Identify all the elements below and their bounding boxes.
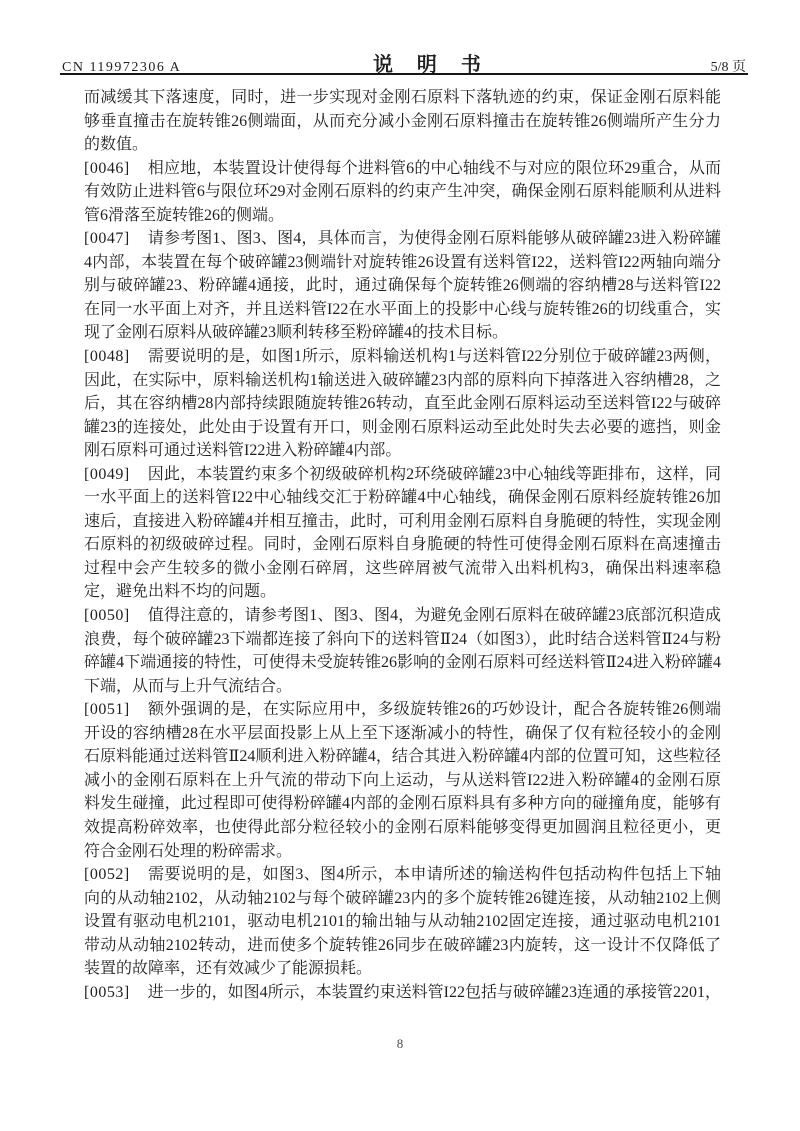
paragraph-0050 <box>84 604 721 698</box>
page-footer <box>0 1036 800 1052</box>
paragraph-0046 <box>84 157 721 228</box>
paragraph-text: 值得注意的，请参考图1、图3、图4，为避免金刚石原料在破碎罐23底部沉积造成浪费，每个破碎罐23下端都连接了斜向下的送料管Ⅱ24（如图3），此时结合送料管Ⅱ24与粉碎罐4下端通接的特性，可使得未受旋转锥26影响的金刚石原料可经送料管Ⅱ24进入粉碎罐4下端，从而与上升气流结合。 <box>84 607 721 695</box>
paragraph-number: [0053] <box>84 983 130 1001</box>
paragraph-number: [0047] <box>84 230 130 248</box>
paragraph-0049 <box>84 463 721 604</box>
paragraph-number: [0050] <box>84 607 130 625</box>
paragraph-text: 需要说明的是，如图1所示，原料输送机构1与送料管I22分别位于破碎罐23两侧，因此，在实际中，原料输送机构1输送进入破碎罐23内部的原料向下掉落进入容纳槽28，之后，其在容纳槽28内部持续跟随旋转锥26转动，直至此金刚石原料运动至送料管I22与破碎罐23的连接处，此处由于设置有开口，则金刚石原料运动至此处时失去必要的遮挡，则金刚石原料可通过送料管I22进入粉碎罐4内部。 <box>84 348 721 460</box>
paragraph-text: 需要说明的是，如图3、图4所示，本申请所述的输送构件包括动构件包括上下轴向的从动轴2102，从动轴2102与每个破碎罐23内的多个旋转锥26键连接，从动轴2102上侧设置有驱动电机2101，驱动电机2101的输出轴与从动轴2102固定连接，通过驱动电机2101带动从动轴2102转动，进而使多个旋转锥26同步在破碎罐23内旋转，这一设计不仅降低了装置的故障率，还有效减少了能源损耗。 <box>84 866 721 978</box>
page-header <box>62 48 746 76</box>
paragraph-0048 <box>84 345 721 463</box>
page-number: 8 <box>396 1036 404 1051</box>
page-indicator: 5/8 页 <box>710 60 746 75</box>
paragraph-text: 请参考图1、图3、图4，具体而言，为使得金刚石原料能够从破碎罐23进入粉碎罐4内部，本装置在每个破碎罐23侧端针对旋转锥26设置有送料管I22，送料管I22两轴向端分别与破碎罐23、粉碎罐4通接，此时，通过确保每个旋转锥26侧端的容纳槽28与送料管I22在同一水平面上对齐，并且送料管I22在水平面上的投影中心线与旋转锥26的切线重合，实现了金刚石原料从破碎罐23顺利转移至粉碎罐4的技术目标。 <box>84 230 721 342</box>
specification-body <box>84 86 721 1004</box>
paragraph-0053 <box>84 981 721 1005</box>
paragraph-number: [0048] <box>84 348 130 366</box>
paragraph-text: 因此，本装置约束多个初级破碎机构2环绕破碎罐23中心轴线等距排布，这样，同一水平面上的送料管I22中心轴线交汇于粉碎罐4中心轴线，确保金刚石原料经旋转锥26加速后，直接进入粉碎罐4并相互撞击，此时，可利用金刚石原料自身脆硬的特性，实现金刚石原料的初级破碎过程。同时，金刚石原料自身脆硬的特性可使得金刚石原料在高速撞击过程中会产生较多的微小金刚石碎屑，这些碎屑被气流带入出料机构3，确保出料速率稳定，避免出料不均的问题。 <box>84 465 721 601</box>
paragraph-number: [0046] <box>84 159 130 177</box>
paragraph-continuation <box>84 86 721 157</box>
paragraph-text: 额外强调的是，在实际应用中，多级旋转锥26的巧妙设计，配合各旋转锥26侧端开设的容纳槽28在水平层面投影上从上至下逐渐减小的特性，确保了仅有粒径较小的金刚石原料能通过送料管Ⅱ24顺利进入粉碎罐4，结合其进入粉碎罐4内部的位置可知，这些粒径减小的金刚石原料在上升气流的带动下向上运动，与从送料管I22进入粉碎罐4的金刚石原料发生碰撞，此过程即可使得粉碎罐4内部的金刚石原料具有多种方向的碰撞角度，能够有效提高粉碎效率，也使得此部分粒径较小的金刚石原料能够变得更加圆润且粒径更小，更符合金刚石处理的粉碎需求。 <box>84 701 721 860</box>
document-type-title: 说 明 书 <box>372 54 483 76</box>
paragraph-0052 <box>84 863 721 981</box>
paragraph-0047 <box>84 227 721 345</box>
paragraph-number: [0051] <box>84 701 130 719</box>
paragraph-number: [0052] <box>84 866 130 884</box>
paragraph-0051 <box>84 698 721 863</box>
paragraph-text: 而减缓其下落速度，同时，进一步实现对金刚石原料下落轨迹的约束，保证金刚石原料能够垂直撞击在旋转锥26侧端面，从而充分减小金刚石原料撞击在旋转锥26侧端所产生分力的数值。 <box>84 89 721 154</box>
paragraph-text: 相应地，本装置设计使得每个进料管6的中心轴线不与对应的限位环29重合，从而有效防止进料管6与限位环29对金刚石原料的约束产生冲突，确保金刚石原料能顺利从进料管6滑落至旋转锥26的侧端。 <box>84 159 721 224</box>
header-divider-rule <box>60 73 748 75</box>
publication-number: CN 119972306 A <box>62 60 182 75</box>
paragraph-number: [0049] <box>84 465 130 483</box>
paragraph-text: 进一步的，如图4所示，本装置约束送料管I22包括与破碎罐23连通的承接管2201， <box>147 983 721 1001</box>
